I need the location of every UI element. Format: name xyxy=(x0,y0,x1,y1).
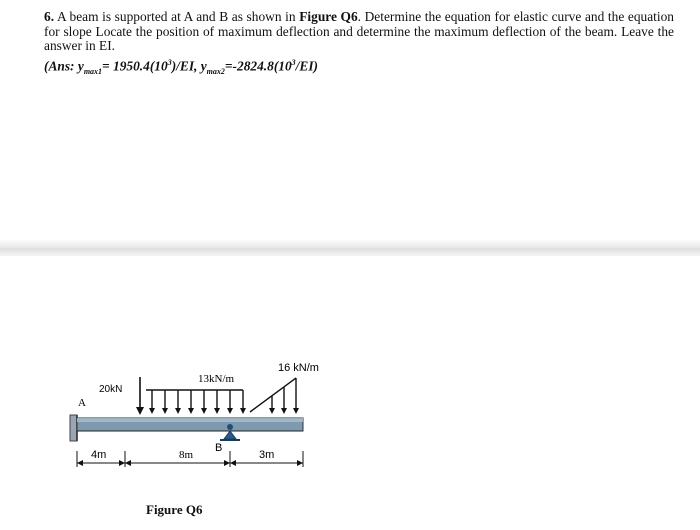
beam-figure xyxy=(60,355,350,525)
answer-mid2: )/EI, y xyxy=(171,58,207,74)
point-load-arrow xyxy=(136,377,144,415)
answer-sup2: 3 xyxy=(291,58,296,67)
question-text-part2: . Determine the equation for elastic curve and the equation for slope Locate the position of maximum deflection and determine the maximum deflection of the beam. Leave the answer in EI. xyxy=(44,9,675,54)
support-a-wall xyxy=(70,415,77,441)
udl-label: 13kN/m xyxy=(198,373,235,385)
figure-caption: Figure Q6 xyxy=(146,502,203,517)
answer-mid1: = 1950.4(10 xyxy=(102,58,168,74)
support-a-label: A xyxy=(78,397,86,409)
triangular-load-arrowheads xyxy=(269,408,299,414)
answer-sup1: 3 xyxy=(167,58,172,67)
page-divider xyxy=(0,240,700,256)
beam xyxy=(77,418,303,431)
point-load-label: 20kN xyxy=(99,384,123,395)
question-text-part1: A beam is supported at A and B as shown in xyxy=(56,9,296,24)
dimension-3m: 3m xyxy=(259,449,275,461)
question-text xyxy=(44,10,674,54)
udl-arrowheads xyxy=(149,408,246,414)
answer-mid3: =-2824.8(10 xyxy=(224,58,292,74)
dimension-4m: 4m xyxy=(91,449,107,461)
question-number: 6. xyxy=(44,9,55,24)
triangular-load xyxy=(250,378,296,412)
support-b-label: B xyxy=(215,442,223,454)
answer-prefix: (Ans: y xyxy=(44,58,84,74)
figure-reference: Figure Q6 xyxy=(299,9,358,24)
answer-sub2: max2 xyxy=(206,67,225,77)
answer-line xyxy=(44,58,684,76)
beam-diagram xyxy=(60,355,350,525)
tri-load-label: 16 kN/m xyxy=(278,362,319,374)
answer-suffix: /EI) xyxy=(295,58,318,74)
answer-sub1: max1 xyxy=(83,67,103,77)
dimension-8m: 8m xyxy=(179,449,194,461)
